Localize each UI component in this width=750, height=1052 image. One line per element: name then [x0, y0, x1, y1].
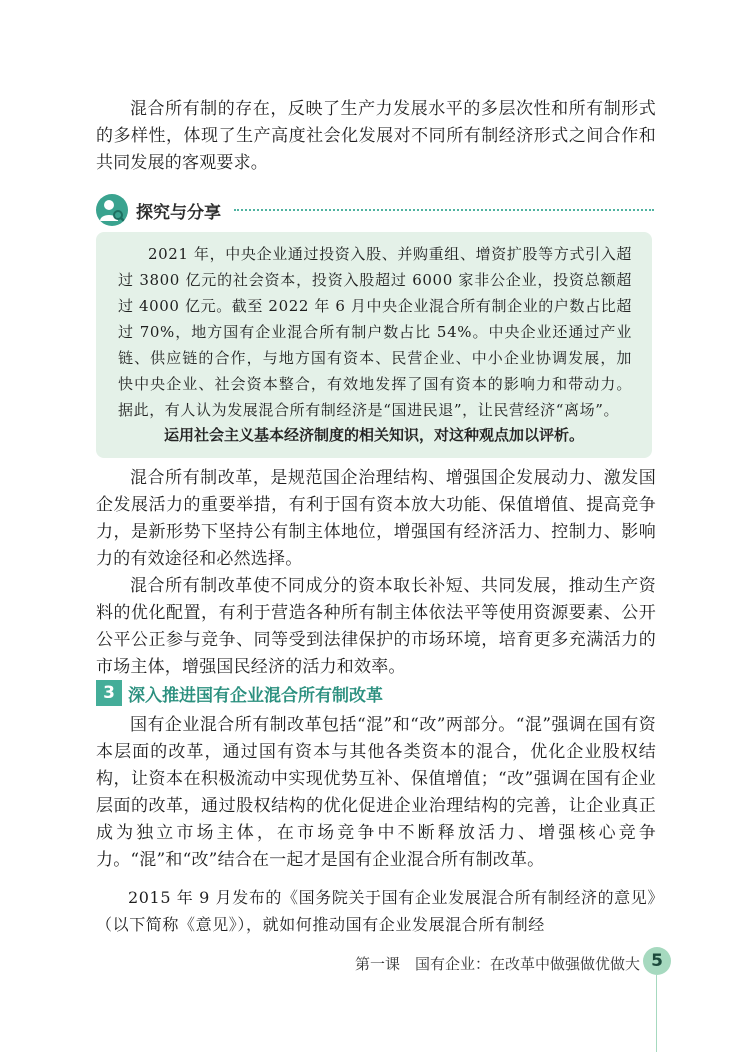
- footer-chapter-title: 第一课 国有企业：在改革中做强做优做大: [354, 955, 640, 973]
- person-search-icon: [96, 194, 128, 226]
- section-title: 深入推进国有企业混合所有制改革: [128, 686, 383, 706]
- explore-share-box: [96, 232, 652, 458]
- section-number-badge: 3: [96, 680, 122, 706]
- page-number-badge: 5: [643, 947, 671, 975]
- explore-share-question: 运用社会主义基本经济制度的相关知识，对这种观点加以评析。: [163, 426, 584, 444]
- explore-share-header: [96, 194, 658, 228]
- explore-share-text: 2021 年，中央企业通过投资入股、并购重组、增资扩股等方式引入超过 3800 亿元的社会资本，投资入股超过 6000 家非公企业，投资总额超过 4000 亿元。截至 2022 年 6 月中央企业混合所有制企业的户数占比超过 70%，地方国有企业混合所有制户数占比 54%。中央企业还通过产业链、供应链的合作，与地方国有资本、民营企业、中小企业协调发展，加快中央企业、社会资本整合，有效地发挥了国有资本的影响力和带动力。据此，有人认为发展混合所有制经济是“国进民退”，让民营经济“离场”。: [118, 245, 632, 419]
- page-edge-rule: [656, 975, 657, 1052]
- paragraph-reform-significance: 混合所有制改革，是规范国企治理结构、增强国企发展动力、激发国企发展活力的重要举措，有利于国有资本放大功能、保值增值、提高竞争力，是新形势下坚持公有制主体地位，增强国有经济活力、控制力、影响力的有效途径和必然选择。: [96, 468, 656, 569]
- paragraph-reform-effects: 混合所有制改革使不同成分的资本取长补短、共同发展，推动生产资料的优化配置，有利于营造各种所有制主体依法平等使用资源要素、公开公平公正参与竞争、同等受到法律保护的市场环境，培育更多充满活力的市场主体，增强国民经济的活力和效率。: [96, 576, 656, 677]
- paragraph-2015-opinion: 2015 年 9 月发布的《国务院关于国有企业发展混合所有制经济的意见》（以下简称《意见》），就如何推动国有企业发展混合所有制经: [96, 888, 656, 934]
- paragraph-mix-and-reform: 国有企业混合所有制改革包括“混”和“改”两部分。“混”强调在国有资本层面的改革，通过国有资本与其他各类资本的混合，优化企业股权结构，让资本在积极流动中实现优势互补、保值增值；“改”强调在国有企业层面的改革，通过股权结构的优化促进企业治理结构的完善，让企业真正成为独立市场主体，在市场竞争中不断释放活力、增强核心竞争力。“混”和“改”结合在一起才是国有企业混合所有制改革。: [96, 715, 656, 870]
- paragraph-intro: 混合所有制的存在，反映了生产力发展水平的多层次性和所有制形式的多样性，体现了生产高度社会化发展对不同所有制经济形式之间合作和共同发展的客观要求。: [96, 99, 656, 173]
- dotted-divider: [234, 209, 654, 211]
- explore-share-title: 探究与分享: [136, 203, 221, 223]
- section-heading: [96, 680, 656, 706]
